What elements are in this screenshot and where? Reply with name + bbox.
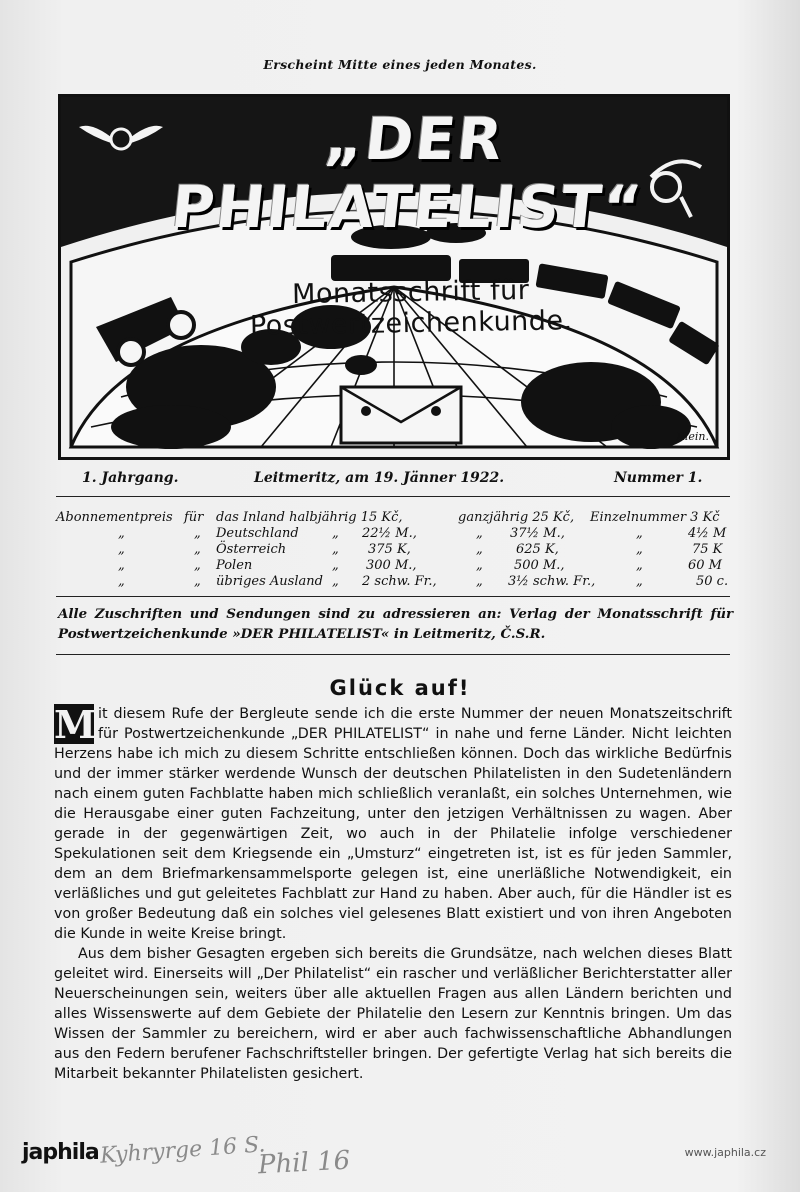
japhila-logo: japhila: [22, 1140, 99, 1165]
subs-cell: Österreich: [216, 542, 287, 557]
subs-cell: das Inland halbjährig 15 Kč,: [216, 510, 403, 525]
masthead-title: „DER PHILATELIST“: [168, 105, 647, 241]
subs-cell: 300 M.,: [366, 558, 417, 573]
subscription-row: [56, 542, 736, 558]
divider: [56, 596, 730, 597]
subs-cell: ganzjährig 25 Kč,: [458, 510, 575, 525]
issue-number: Nummer 1.: [614, 470, 703, 486]
subs-cell: 37½ M.,: [510, 526, 565, 541]
subs-cell: 500 M.,: [514, 558, 565, 573]
subs-cell: 22½ M.,: [362, 526, 417, 541]
subscription-row: [56, 526, 736, 542]
subs-cell: „: [118, 526, 125, 541]
subs-cell: Polen: [216, 558, 253, 573]
header-note: Erscheint Mitte eines jeden Monates.: [263, 57, 537, 72]
subs-cell: „: [476, 526, 483, 541]
subs-cell: „: [194, 558, 201, 573]
subs-cell: „: [194, 542, 201, 557]
subs-cell: 375 K,: [368, 542, 411, 557]
subs-cell: 60 M: [688, 558, 722, 573]
subs-cell: 625 K,: [516, 542, 559, 557]
subs-cell: „: [332, 574, 339, 589]
envelope-icon: [341, 387, 461, 443]
article-paragraph: Aus dem bisher Gesagten ergeben sich bereits die Grundsätze, nach welchen dieses Blatt geleitet wird. Einerseits will „Der Philatelist“ ein rascher und verläßlicher Berichterstatter aller Neuerscheinungen sein, weiters über alle aktuellen Fragen aus allen Ländern berichten und alles Wissenswerte auf dem Gebiete der Philatelie den Lesern zur Kenntnis bringen. Um das Wissen der Sammler zu bereichern, wird er aber auch fachwissenschaftliche Abhandlungen aus den Federn berufener Fachschriftsteller bringen. Der gefertigte Verlag hat sich bereits die Mitarbeit bekannter Philatelisten gesichert.: [54, 946, 732, 1082]
volume-label: 1. Jahrgang.: [82, 470, 179, 486]
subs-cell: 75 K: [692, 542, 723, 557]
place-date: Leitmeritz, am 19. Jänner 1922.: [254, 470, 505, 486]
pencil-note: Phil 16: [257, 1145, 351, 1181]
subs-cell: 2 schw. Fr.,: [362, 574, 437, 589]
subs-cell: „: [194, 526, 201, 541]
paragraph-text: it diesem Rufe der Bergleute sende ich die erste Nummer der neuen Monatszeitschrift für Postwertzeichenkunde „DER PHILATELIST“ in nahe und ferne Länder. Nicht leichten Herzens habe ich mich zu diesem Schritte entschließen können. Doch das wirkliche Bedürfnis und der immer stärker werdende Wunsch der deutschen Philatelisten in den Sudetenländern nach einem guten Fachblatte haben mich schließlich veranlaßt, ein solches Unternehmen, wie die Herausgabe einer guten Fachzeitung, unter den jetzigen Verhältnissen zu wagen. Aber gerade in der gegenwärtigen Zeit, wo auch in der Philatelie infolge verschiedener Spekulationen seit dem Kriegsende ein „Umsturz“ eingetreten ist, ist es für jeden Sammler, dem an dem Briefmarkensammelsporte gelegen ist, eine unerläßliche Notwendigkeit, ein verläßliches und gut geleitetes Fachblatt zur Hand zu haben. Aber auch, für die Händler ist es von großer Bedeutung daß ein solches viel gelesenes Blatt existiert und von ihren Angeboten die Kunde in weite Kreise bringt.: [54, 706, 732, 942]
subs-cell: Deutschland: [216, 526, 299, 541]
address-notice: Alle Zuschriften und Sendungen sind zu adressieren an: Verlag der Monatsschrift für Postwertzeichenkunde »DER PHILATELIST« in Leitmeritz, Č.S.R.: [58, 606, 733, 642]
article-paragraph: [54, 704, 732, 944]
subs-cell: „: [636, 526, 643, 541]
subs-cell: übriges Ausland: [216, 574, 323, 589]
subscription-row: [56, 558, 736, 574]
subs-cell: 4½ M: [688, 526, 727, 541]
article-title: Glück auf!: [329, 676, 471, 700]
article-body: [54, 704, 732, 1084]
subs-cell: 3½ schw. Fr.,: [508, 574, 596, 589]
subs-cell: „: [332, 558, 339, 573]
subs-cell: „: [476, 574, 483, 589]
artist-signature: Klein.: [676, 430, 709, 443]
subs-cell: Abonnementpreis: [56, 510, 173, 525]
subs-cell: „: [636, 558, 643, 573]
pencil-note: Kyhryrge 16 S.: [99, 1132, 267, 1169]
subs-cell: „: [118, 558, 125, 573]
masthead-subtitle: Monatsschrift für Postwertzeichenkunde.: [249, 274, 573, 342]
subscription-row: [56, 510, 736, 526]
subscription-row: [56, 574, 736, 590]
subs-cell: „: [332, 526, 339, 541]
divider: [56, 496, 730, 497]
subs-cell: „: [118, 574, 125, 589]
subscription-table: [56, 510, 736, 590]
subs-cell: „: [476, 542, 483, 557]
subs-cell: Einzelnummer 3 Kč: [590, 510, 720, 525]
divider: [56, 654, 730, 655]
subs-cell: „: [636, 542, 643, 557]
website-watermark: www.japhila.cz: [684, 1146, 766, 1159]
subs-cell: für: [184, 510, 204, 525]
subs-cell: „: [636, 574, 643, 589]
subs-cell: „: [476, 558, 483, 573]
masthead-illustration: [58, 94, 730, 460]
drop-cap: M: [54, 702, 97, 747]
subs-cell: „: [332, 542, 339, 557]
subs-cell: 50 c.: [696, 574, 729, 589]
subs-cell: „: [118, 542, 125, 557]
subs-cell: „: [194, 574, 201, 589]
